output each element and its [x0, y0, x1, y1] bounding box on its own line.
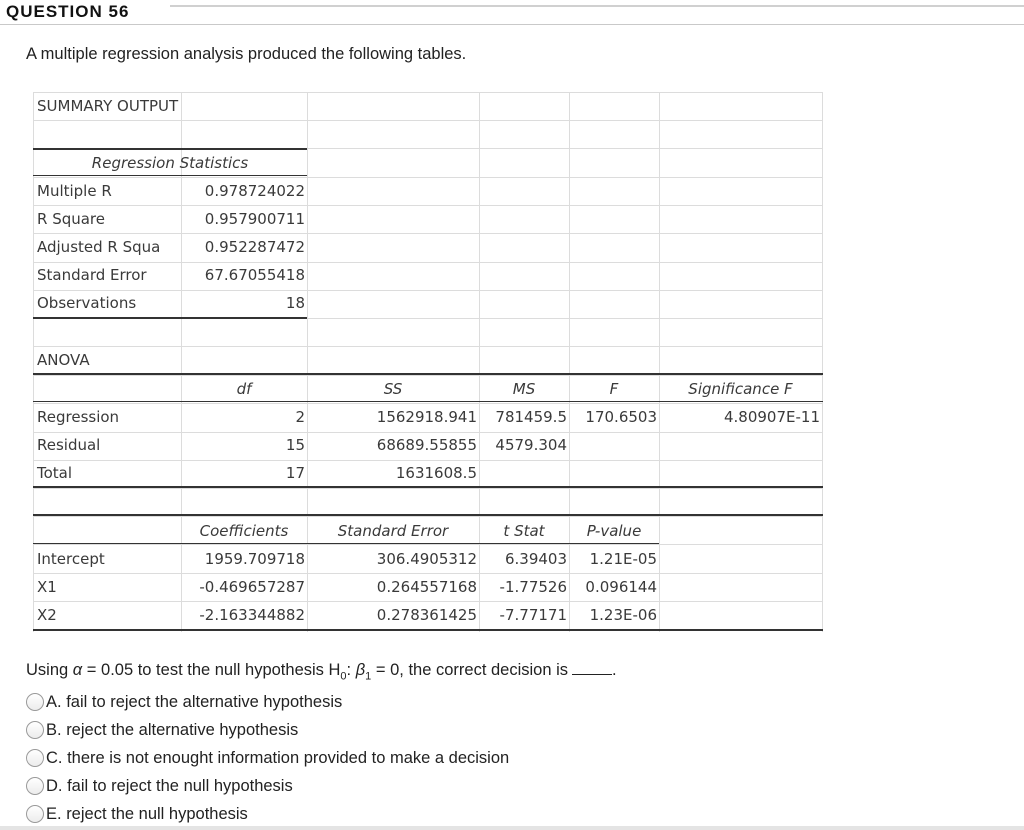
option-b[interactable]: B. reject the alternative hypothesis — [26, 716, 509, 744]
coef-p-value: 1.23E-06 — [589, 606, 657, 624]
anova-header-df: df — [236, 380, 252, 398]
alpha-symbol: α — [72, 661, 83, 679]
question-header — [0, 0, 1024, 25]
question-intro: A multiple regression analysis produced the following tables. — [26, 45, 467, 63]
stat-label: Standard Error — [37, 266, 147, 284]
coef-t-stat: -1.77526 — [499, 578, 567, 596]
stat-value: 18 — [285, 294, 305, 312]
radio-button-icon[interactable] — [26, 693, 44, 711]
anova-row-label: Residual — [37, 436, 101, 454]
coef-p-value: 1.21E-05 — [589, 550, 657, 568]
anova-title: ANOVA — [37, 351, 90, 369]
stat-label: R Square — [37, 210, 105, 228]
radio-button-icon[interactable] — [26, 749, 44, 767]
coef-header-p-value: P-value — [586, 522, 642, 540]
coef-header-t-stat: t Stat — [503, 522, 545, 540]
coef-p-value: 0.096144 — [585, 578, 657, 596]
regression-output-table — [33, 92, 823, 632]
coef-standard-error: 0.264557168 — [376, 578, 477, 596]
header-divider — [170, 5, 1024, 7]
anova-ms: 781459.5 — [495, 408, 567, 426]
stat-label: Adjusted R Squa — [37, 238, 161, 256]
coef-value: 1959.709718 — [204, 550, 305, 568]
coef-header-standard-error: Standard Error — [337, 522, 449, 540]
anova-df: 2 — [295, 408, 305, 426]
anova-ms: 4579.304 — [495, 436, 567, 454]
stat-value: 67.67055418 — [204, 266, 305, 284]
radio-button-icon[interactable] — [26, 805, 44, 823]
anova-significance: 4.80907E-11 — [723, 408, 820, 426]
answer-options — [26, 688, 509, 828]
answer-blank — [572, 661, 612, 675]
anova-row-label: Regression — [37, 408, 120, 426]
beta-symbol: β — [355, 661, 366, 679]
coef-row-label: Intercept — [37, 550, 105, 568]
stat-value: 0.957900711 — [204, 210, 305, 228]
radio-button-icon[interactable] — [26, 721, 44, 739]
anova-f: 170.6503 — [585, 408, 657, 426]
anova-header-ms: MS — [512, 380, 536, 398]
stat-label: Observations — [37, 294, 137, 312]
option-a[interactable]: A. fail to reject the alternative hypothesis — [26, 688, 509, 716]
anova-ss: 68689.55855 — [376, 436, 477, 454]
coef-t-stat: 6.39403 — [504, 550, 567, 568]
question-prompt: Using α = 0.05 to test the null hypothesis $H_0$: $\beta_1 = 0$, the correct decision is . — [26, 661, 617, 683]
coef-row-label: X2 — [37, 606, 57, 624]
stat-value: 0.952287472 — [204, 238, 305, 256]
anova-df: 15 — [285, 436, 305, 454]
anova-ss: 1631608.5 — [395, 464, 477, 482]
anova-df: 17 — [285, 464, 305, 482]
footer-divider — [0, 826, 1024, 830]
anova-header-f: F — [609, 380, 619, 398]
radio-button-icon[interactable] — [26, 777, 44, 795]
anova-header-ss: SS — [383, 380, 403, 398]
coef-header-coefficients: Coefficients — [199, 522, 289, 540]
option-d[interactable]: D. fail to reject the null hypothesis — [26, 772, 509, 800]
coef-standard-error: 306.4905312 — [376, 550, 477, 568]
stat-label: Multiple R — [37, 182, 112, 200]
summary-title: SUMMARY OUTPUT — [37, 97, 179, 115]
option-e[interactable]: E. reject the null hypothesis — [26, 800, 509, 828]
coef-t-stat: -7.77171 — [499, 606, 567, 624]
coef-row-label: X1 — [37, 578, 57, 596]
coef-standard-error: 0.278361425 — [376, 606, 477, 624]
anova-header-significance: Significance F — [688, 380, 793, 398]
regression-statistics-header: Regression Statistics — [91, 154, 249, 172]
anova-ss: 1562918.941 — [376, 408, 477, 426]
stat-value: 0.978724022 — [204, 182, 305, 200]
coef-value: -0.469657287 — [199, 578, 305, 596]
anova-row-label: Total — [37, 464, 73, 482]
option-c[interactable]: C. there is not enought information provided to make a decision — [26, 744, 509, 772]
coef-value: -2.163344882 — [199, 606, 305, 624]
question-title: QUESTION 56 — [6, 2, 130, 21]
